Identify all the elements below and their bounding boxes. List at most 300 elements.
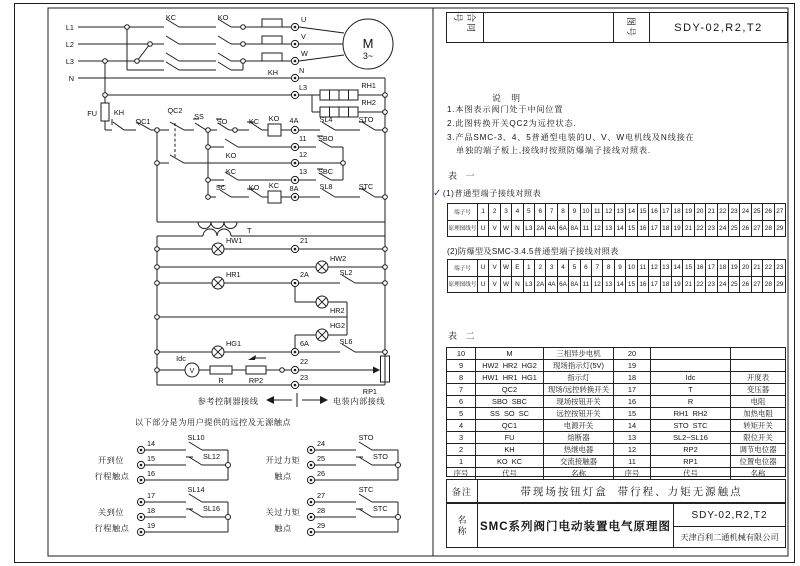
line-no-cell: 23 bbox=[706, 277, 717, 293]
component-cell: 15 bbox=[614, 408, 651, 419]
terminal-label: 22 bbox=[300, 357, 309, 366]
group-label: 关过力矩 bbox=[265, 508, 301, 517]
name-label-char: 称 bbox=[457, 525, 467, 536]
lamp-label: HW2 bbox=[330, 254, 347, 263]
lamp-label: HR1 bbox=[226, 270, 241, 279]
group-label: 开到位 bbox=[97, 456, 125, 465]
name-label bbox=[447, 504, 478, 547]
component-cell: R bbox=[651, 396, 731, 407]
component-cell: 14 bbox=[614, 420, 651, 431]
line-no-cell: 6A bbox=[558, 221, 569, 237]
component-cell: M bbox=[476, 348, 544, 359]
lamp-label: HW1 bbox=[226, 236, 243, 245]
button-label: SC bbox=[215, 183, 227, 192]
terminal-no-cell: 14 bbox=[626, 204, 637, 220]
heater-label: RH1 bbox=[361, 81, 376, 90]
component-cell: 16 bbox=[614, 396, 651, 407]
table-row bbox=[447, 359, 785, 371]
limit-switch-label: SL4 bbox=[319, 115, 333, 124]
terminal-no-cell: W bbox=[501, 260, 512, 276]
resistor-label: R bbox=[218, 376, 224, 385]
notes-title: 说 明 bbox=[492, 93, 525, 103]
terminal-label: V bbox=[301, 32, 306, 41]
table-row bbox=[447, 419, 785, 431]
table-row bbox=[448, 260, 785, 276]
component-cell: KH bbox=[476, 444, 544, 455]
fuse-label: FU bbox=[87, 109, 97, 118]
terminal-no-cell: 5 bbox=[569, 260, 580, 276]
line-no-cell: 28 bbox=[763, 221, 774, 237]
contract-no-value bbox=[484, 13, 614, 42]
drawing-no-value: SDY-02,R2,T2 bbox=[674, 21, 763, 34]
line-no-cell: 8A bbox=[569, 277, 580, 293]
limit-switch-label: SL8 bbox=[319, 182, 333, 191]
limit-switch-label: SL2 bbox=[339, 268, 353, 277]
line-no-cell: 26 bbox=[740, 221, 751, 237]
terminal-no-cell: 19 bbox=[729, 260, 740, 276]
line-no-cell: 11 bbox=[581, 221, 592, 237]
terminal-no-cell: 2 bbox=[535, 260, 546, 276]
component-cell: SL2~SL16 bbox=[651, 432, 731, 443]
terminal-label: 24 bbox=[317, 439, 326, 448]
contract-no-label-cell bbox=[447, 13, 484, 42]
limit-switch-label: SL10 bbox=[187, 433, 205, 442]
table-row bbox=[447, 455, 785, 467]
component-cell: 变压器 bbox=[746, 385, 770, 394]
terminal-no-cell: 12 bbox=[603, 204, 614, 220]
note-line: 2.此图转换开关QC2为远控状态. bbox=[447, 118, 577, 128]
terminal-table-explosionproof bbox=[447, 259, 786, 293]
drawing-no-label: 图号 bbox=[626, 17, 636, 38]
line-no-cell: 21 bbox=[683, 221, 694, 237]
component-cell: SS SO SC bbox=[476, 408, 544, 419]
contact-label: KH bbox=[113, 108, 125, 117]
line-no-cell: 19 bbox=[672, 221, 683, 237]
line-no-cell: 2A bbox=[535, 221, 546, 237]
terminal-no-cell: 19 bbox=[683, 204, 694, 220]
table-row bbox=[447, 371, 785, 383]
line-no-cell: 11 bbox=[581, 277, 592, 293]
terminal-label: 6A bbox=[300, 339, 309, 348]
terminal-label: 23 bbox=[300, 373, 309, 382]
contact-label: KC bbox=[248, 117, 260, 126]
component-cell: 5 bbox=[447, 408, 476, 419]
component-cell: 6 bbox=[447, 396, 476, 407]
terminal-label: 17 bbox=[147, 491, 156, 500]
component-cell: 8 bbox=[447, 372, 476, 383]
button-label: SBO bbox=[318, 134, 334, 143]
button-label: SS bbox=[194, 112, 204, 121]
line-no-cell: L3 bbox=[524, 277, 535, 293]
terminal-label: 21 bbox=[300, 236, 309, 245]
contract-no-label: 合同号 bbox=[453, 13, 476, 34]
terminal-no-cell: 15 bbox=[638, 204, 649, 220]
torque-switch-label: STC bbox=[358, 485, 374, 494]
line-no-cell: 12 bbox=[592, 277, 603, 293]
header-cell: 代号 bbox=[476, 468, 544, 479]
torque-switch-label: STC bbox=[358, 182, 374, 191]
terminal-label: 13 bbox=[299, 167, 308, 176]
line-no-cell: 25 bbox=[729, 277, 740, 293]
terminal-no-cell: E bbox=[512, 260, 523, 276]
terminal-no-cell: 16 bbox=[649, 204, 660, 220]
row-header: 端子号 bbox=[448, 204, 478, 220]
terminal-no-cell: 21 bbox=[752, 260, 763, 276]
caption-user-contacts: 以下部分是为用户提供的远控及无源触点 bbox=[134, 418, 292, 427]
component-cell bbox=[651, 360, 731, 371]
voltmeter-letter: V bbox=[189, 368, 195, 375]
terminal-no-cell: 1 bbox=[524, 260, 535, 276]
terminal-label: N bbox=[299, 66, 305, 75]
line-no-cell: 12 bbox=[592, 221, 603, 237]
terminal-label: 18 bbox=[147, 506, 156, 515]
line-no-cell: 13 bbox=[603, 221, 614, 237]
lamp-label: HG1 bbox=[226, 339, 242, 348]
line-no-cell: 14 bbox=[615, 277, 626, 293]
limit-switch-label: SL12 bbox=[203, 452, 221, 461]
group-label: 开过力矩 bbox=[265, 456, 301, 465]
terminal-no-cell: 23 bbox=[776, 264, 784, 272]
component-table bbox=[446, 347, 786, 477]
phase-label: N bbox=[68, 74, 74, 83]
line-no-cell: 23 bbox=[706, 221, 717, 237]
line-no-cell: 21 bbox=[683, 277, 694, 293]
line-no-cell: 24 bbox=[718, 221, 729, 237]
line-no-cell: 27 bbox=[752, 221, 763, 237]
group-label: 关到位 bbox=[97, 508, 125, 517]
terminal-no-cell: 18 bbox=[718, 260, 729, 276]
component-cell: HW1 HR1 HG1 bbox=[476, 372, 544, 383]
remark-label: 备注 bbox=[447, 480, 478, 502]
terminal-no-cell: 24 bbox=[740, 204, 751, 220]
terminal-no-cell: 3 bbox=[546, 260, 557, 276]
terminal-no-cell: 6 bbox=[581, 260, 592, 276]
phase-label: L1 bbox=[65, 23, 74, 32]
component-cell: FU bbox=[476, 432, 544, 443]
table-row bbox=[447, 395, 785, 407]
component-cell: 电阻 bbox=[750, 397, 766, 406]
line-no-cell: N bbox=[512, 221, 523, 237]
torque-switch-label: STO bbox=[358, 115, 374, 124]
terminal-no-cell: 26 bbox=[763, 204, 774, 220]
component-cell bbox=[731, 360, 785, 371]
terminal-no-cell: 4 bbox=[558, 260, 569, 276]
potentiometer-label: RP2 bbox=[248, 376, 264, 385]
component-cell: KO KC bbox=[476, 456, 544, 467]
component-table-label: 表 二 bbox=[448, 331, 478, 341]
header-cell: 序号 bbox=[614, 468, 651, 479]
component-cell: SBO SBC bbox=[476, 396, 544, 407]
contact-label: KO bbox=[225, 151, 237, 160]
component-cell: 位置电位器 bbox=[739, 457, 777, 466]
line-no-cell: 26 bbox=[740, 277, 751, 293]
component-cell: 现场按钮开关 bbox=[544, 396, 614, 407]
terminal-label: 26 bbox=[317, 469, 326, 478]
line-no-cell: U bbox=[478, 221, 489, 237]
motor-phase-label: 3~ bbox=[362, 51, 374, 61]
drawing-title: SMC系列阀门电动装置电气原理图 bbox=[478, 504, 674, 547]
terminal-no-cell: U bbox=[478, 260, 489, 276]
transformer-label: T bbox=[247, 226, 252, 235]
check-icon: ✓ bbox=[433, 188, 442, 199]
terminal-no-cell: 13 bbox=[615, 204, 626, 220]
line-no-cell: 19 bbox=[672, 277, 683, 293]
lamp-label: HG2 bbox=[330, 321, 346, 330]
component-cell: 20 bbox=[614, 348, 651, 359]
terminal-label: 8A bbox=[289, 184, 299, 193]
terminal-no-cell: 4 bbox=[512, 204, 523, 220]
component-cell: 3 bbox=[447, 432, 476, 443]
line-no-cell: 14 bbox=[615, 221, 626, 237]
terminal-no-cell: 17 bbox=[706, 260, 717, 276]
terminal-label: 25 bbox=[317, 454, 326, 463]
line-no-cell: 15 bbox=[626, 277, 637, 293]
group-label: 触点 bbox=[274, 524, 292, 533]
line-no-cell: 17 bbox=[649, 221, 660, 237]
terminal-label: 29 bbox=[317, 521, 326, 530]
line-no-cell: 6A bbox=[558, 277, 569, 293]
contactor-label: KO bbox=[217, 13, 229, 22]
terminal-no-cell: 17 bbox=[661, 204, 672, 220]
component-cell: 三相异步电机 bbox=[544, 348, 614, 359]
coil-label: KC bbox=[268, 181, 280, 190]
terminal-no-cell: 21 bbox=[706, 204, 717, 220]
terminal-no-cell: 22 bbox=[718, 204, 729, 220]
group-label: 行程触点 bbox=[94, 524, 130, 533]
title-strip bbox=[446, 12, 788, 43]
terminal-no-cell: 13 bbox=[661, 260, 672, 276]
terminal-no-cell: 10 bbox=[626, 260, 637, 276]
heater-label: RH2 bbox=[361, 98, 376, 107]
terminal-no-cell: 8 bbox=[558, 204, 569, 220]
line-no-cell: 8A bbox=[569, 221, 580, 237]
terminal-label: 2A bbox=[300, 270, 309, 279]
company-name: 天津百利二通机械有限公司 bbox=[680, 532, 779, 542]
line-no-cell: 4A bbox=[546, 221, 557, 237]
line-no-cell: 18 bbox=[661, 221, 672, 237]
header-cell: 名称 bbox=[750, 469, 766, 478]
component-cell: 13 bbox=[614, 432, 651, 443]
line-no-cell: 29 bbox=[776, 280, 784, 288]
lamp-label: HR2 bbox=[330, 306, 345, 315]
component-cell: 电源开关 bbox=[544, 420, 614, 431]
table-row bbox=[447, 383, 785, 395]
contactor-label: KC bbox=[165, 13, 177, 22]
terminal-label: 15 bbox=[147, 454, 156, 463]
terminal-no-cell: 20 bbox=[695, 204, 706, 220]
component-cell: 现场指示灯(5V) bbox=[544, 360, 614, 371]
terminal-table-standard bbox=[447, 203, 786, 237]
phase-label: L2 bbox=[65, 40, 74, 49]
component-cell: 10 bbox=[447, 348, 476, 359]
torque-switch-label: STC bbox=[373, 504, 388, 513]
torque-switch-label: STO bbox=[358, 433, 374, 442]
component-cell: 转矩开关 bbox=[743, 421, 773, 430]
note-line: 1.本图表示阀门处于中间位置 bbox=[447, 105, 564, 114]
component-cell: 熔断器 bbox=[544, 432, 614, 443]
terminal-label: 16 bbox=[147, 469, 156, 478]
line-no-cell: 24 bbox=[718, 277, 729, 293]
terminal-no-cell: 11 bbox=[592, 204, 603, 220]
terminal-no-cell: 9 bbox=[615, 260, 626, 276]
component-cell: 12 bbox=[614, 444, 651, 455]
component-cell: STO STC bbox=[651, 420, 731, 431]
terminal-no-cell: 8 bbox=[603, 260, 614, 276]
table1-caption-text: (1)普通型端子接线对照表 bbox=[442, 189, 542, 198]
contact-label: KO bbox=[248, 183, 260, 192]
terminal-label: 12 bbox=[299, 150, 308, 159]
table-header-row bbox=[447, 467, 785, 479]
terminal-label: L3 bbox=[299, 83, 308, 92]
line-no-cell: 17 bbox=[649, 277, 660, 293]
terminal-no-cell: 7 bbox=[592, 260, 603, 276]
terminal-no-cell: 23 bbox=[729, 204, 740, 220]
name-block-right bbox=[674, 504, 785, 547]
line-no-cell: 29 bbox=[776, 224, 784, 232]
table-row bbox=[447, 348, 785, 359]
button-label: SBC bbox=[318, 167, 334, 176]
terminal-label: U bbox=[301, 15, 307, 24]
terminal-no-cell: 3 bbox=[501, 204, 512, 220]
remark-row bbox=[446, 479, 786, 503]
line-no-cell: 25 bbox=[729, 221, 740, 237]
terminal-no-cell: 5 bbox=[524, 204, 535, 220]
row-header: 原理图线号 bbox=[448, 221, 478, 237]
coil-label: KO bbox=[268, 114, 280, 123]
motor-label: M bbox=[362, 36, 374, 51]
component-cell: 17 bbox=[614, 384, 651, 395]
line-no-cell: 15 bbox=[626, 221, 637, 237]
line-no-cell: 16 bbox=[638, 221, 649, 237]
line-no-cell: 22 bbox=[695, 277, 706, 293]
drawing-number: SDY-02,R2,T2 bbox=[674, 504, 785, 527]
terminal-no-cell: 27 bbox=[776, 208, 784, 216]
caption-internal-wiring: 电装内部接线 bbox=[332, 397, 386, 406]
component-cell bbox=[651, 348, 731, 359]
component-cell: 调节电位器 bbox=[739, 445, 777, 454]
drawing-no-label-cell bbox=[614, 13, 650, 42]
table-row bbox=[447, 431, 785, 443]
component-cell: 11 bbox=[614, 456, 651, 467]
component-cell: 指示灯 bbox=[544, 372, 614, 383]
table1-caption bbox=[433, 188, 541, 199]
terminal-no-cell: 10 bbox=[581, 204, 592, 220]
component-cell: 2 bbox=[447, 444, 476, 455]
switch-label: QC1 bbox=[135, 117, 151, 126]
component-cell: 限位开关 bbox=[743, 433, 773, 442]
component-cell: 交流接触器 bbox=[544, 456, 614, 467]
component-cell: 4 bbox=[447, 420, 476, 431]
table-row bbox=[448, 204, 785, 220]
contact-label: KC bbox=[225, 167, 237, 176]
name-block bbox=[446, 503, 786, 548]
potentiometer-label: RP1 bbox=[362, 387, 377, 396]
header-cell: 序号 bbox=[447, 468, 476, 479]
component-cell: RP1 bbox=[651, 456, 731, 467]
line-no-cell: W bbox=[501, 277, 512, 293]
component-cell: 开度表 bbox=[746, 373, 770, 382]
component-cell: 18 bbox=[614, 372, 651, 383]
note-line: 单独的端子板上,接线时按照防爆端子接线对照表. bbox=[456, 146, 651, 156]
meter-label: Idc bbox=[176, 354, 186, 363]
component-cell: 1 bbox=[447, 456, 476, 467]
terminal-label: 19 bbox=[147, 521, 156, 530]
terminal-no-cell: 25 bbox=[752, 204, 763, 220]
terminal-label: 27 bbox=[317, 491, 326, 500]
table1-section-label: 表 一 bbox=[448, 171, 478, 181]
switch-label: QC2 bbox=[167, 106, 183, 115]
limit-switch-label: SL16 bbox=[203, 504, 221, 513]
torque-switch-label: STO bbox=[373, 452, 388, 461]
line-no-cell: 28 bbox=[763, 277, 774, 293]
terminal-label: 11 bbox=[299, 134, 307, 143]
component-cell: 9 bbox=[447, 360, 476, 371]
line-no-cell: 16 bbox=[638, 277, 649, 293]
table-row bbox=[447, 443, 785, 455]
component-cell: RP2 bbox=[651, 444, 731, 455]
component-cell: 加热电阻 bbox=[743, 409, 773, 418]
terminal-no-cell: 14 bbox=[672, 260, 683, 276]
terminal-no-cell: 1 bbox=[478, 204, 489, 220]
terminal-no-cell: 16 bbox=[695, 260, 706, 276]
component-cell: T bbox=[651, 384, 731, 395]
component-cell: HW2 HR2 HG2 bbox=[476, 360, 544, 371]
terminal-no-cell: 12 bbox=[649, 260, 660, 276]
terminal-no-cell: 6 bbox=[535, 204, 546, 220]
component-cell: 19 bbox=[614, 360, 651, 371]
limit-switch-label: SL6 bbox=[339, 337, 353, 346]
button-label: SO bbox=[216, 117, 228, 126]
line-no-cell: L3 bbox=[524, 221, 535, 237]
terminal-no-cell: 15 bbox=[683, 260, 694, 276]
terminal-label: 28 bbox=[317, 506, 326, 515]
terminal-label: W bbox=[301, 49, 308, 58]
line-no-cell: 2A bbox=[535, 277, 546, 293]
terminal-no-cell: 18 bbox=[672, 204, 683, 220]
line-no-cell: N bbox=[512, 277, 523, 293]
line-no-cell: V bbox=[489, 277, 500, 293]
row-header: 端子号 bbox=[448, 260, 478, 276]
line-no-cell: 27 bbox=[752, 277, 763, 293]
terminal-no-cell: 20 bbox=[740, 260, 751, 276]
remark-text: 带现场按钮灯盒 带行程、力矩无源触点 bbox=[520, 485, 743, 498]
line-no-cell: 22 bbox=[695, 221, 706, 237]
group-label: 触点 bbox=[274, 472, 292, 481]
terminal-no-cell: 22 bbox=[763, 260, 774, 276]
line-no-cell: U bbox=[478, 277, 489, 293]
group-label: 行程触点 bbox=[94, 472, 130, 481]
line-no-cell: 18 bbox=[661, 277, 672, 293]
table2-caption: (2)防爆型及SMC-3.4.5普通型端子接线对照表 bbox=[447, 247, 619, 256]
component-cell: 远控按钮开关 bbox=[544, 408, 614, 419]
name-label-char: 名 bbox=[457, 514, 467, 525]
terminal-no-cell: 2 bbox=[489, 204, 500, 220]
table-row bbox=[448, 276, 785, 293]
line-no-cell: V bbox=[489, 221, 500, 237]
terminal-no-cell: 9 bbox=[569, 204, 580, 220]
component-cell: 7 bbox=[447, 384, 476, 395]
component-cell: 热继电器 bbox=[544, 444, 614, 455]
note-line: 3.产品SMC-3、4、5普通型电装的U、V、W电机线及N线接在 bbox=[447, 132, 695, 142]
line-no-cell: 4A bbox=[546, 277, 557, 293]
component-cell: 现场/远控转换开关 bbox=[544, 384, 614, 395]
component-cell bbox=[731, 348, 785, 359]
component-cell: QC2 bbox=[476, 384, 544, 395]
terminal-no-cell: 11 bbox=[638, 260, 649, 276]
table-row bbox=[447, 407, 785, 419]
line-no-cell: 13 bbox=[603, 277, 614, 293]
limit-switch-label: SL14 bbox=[187, 485, 205, 494]
